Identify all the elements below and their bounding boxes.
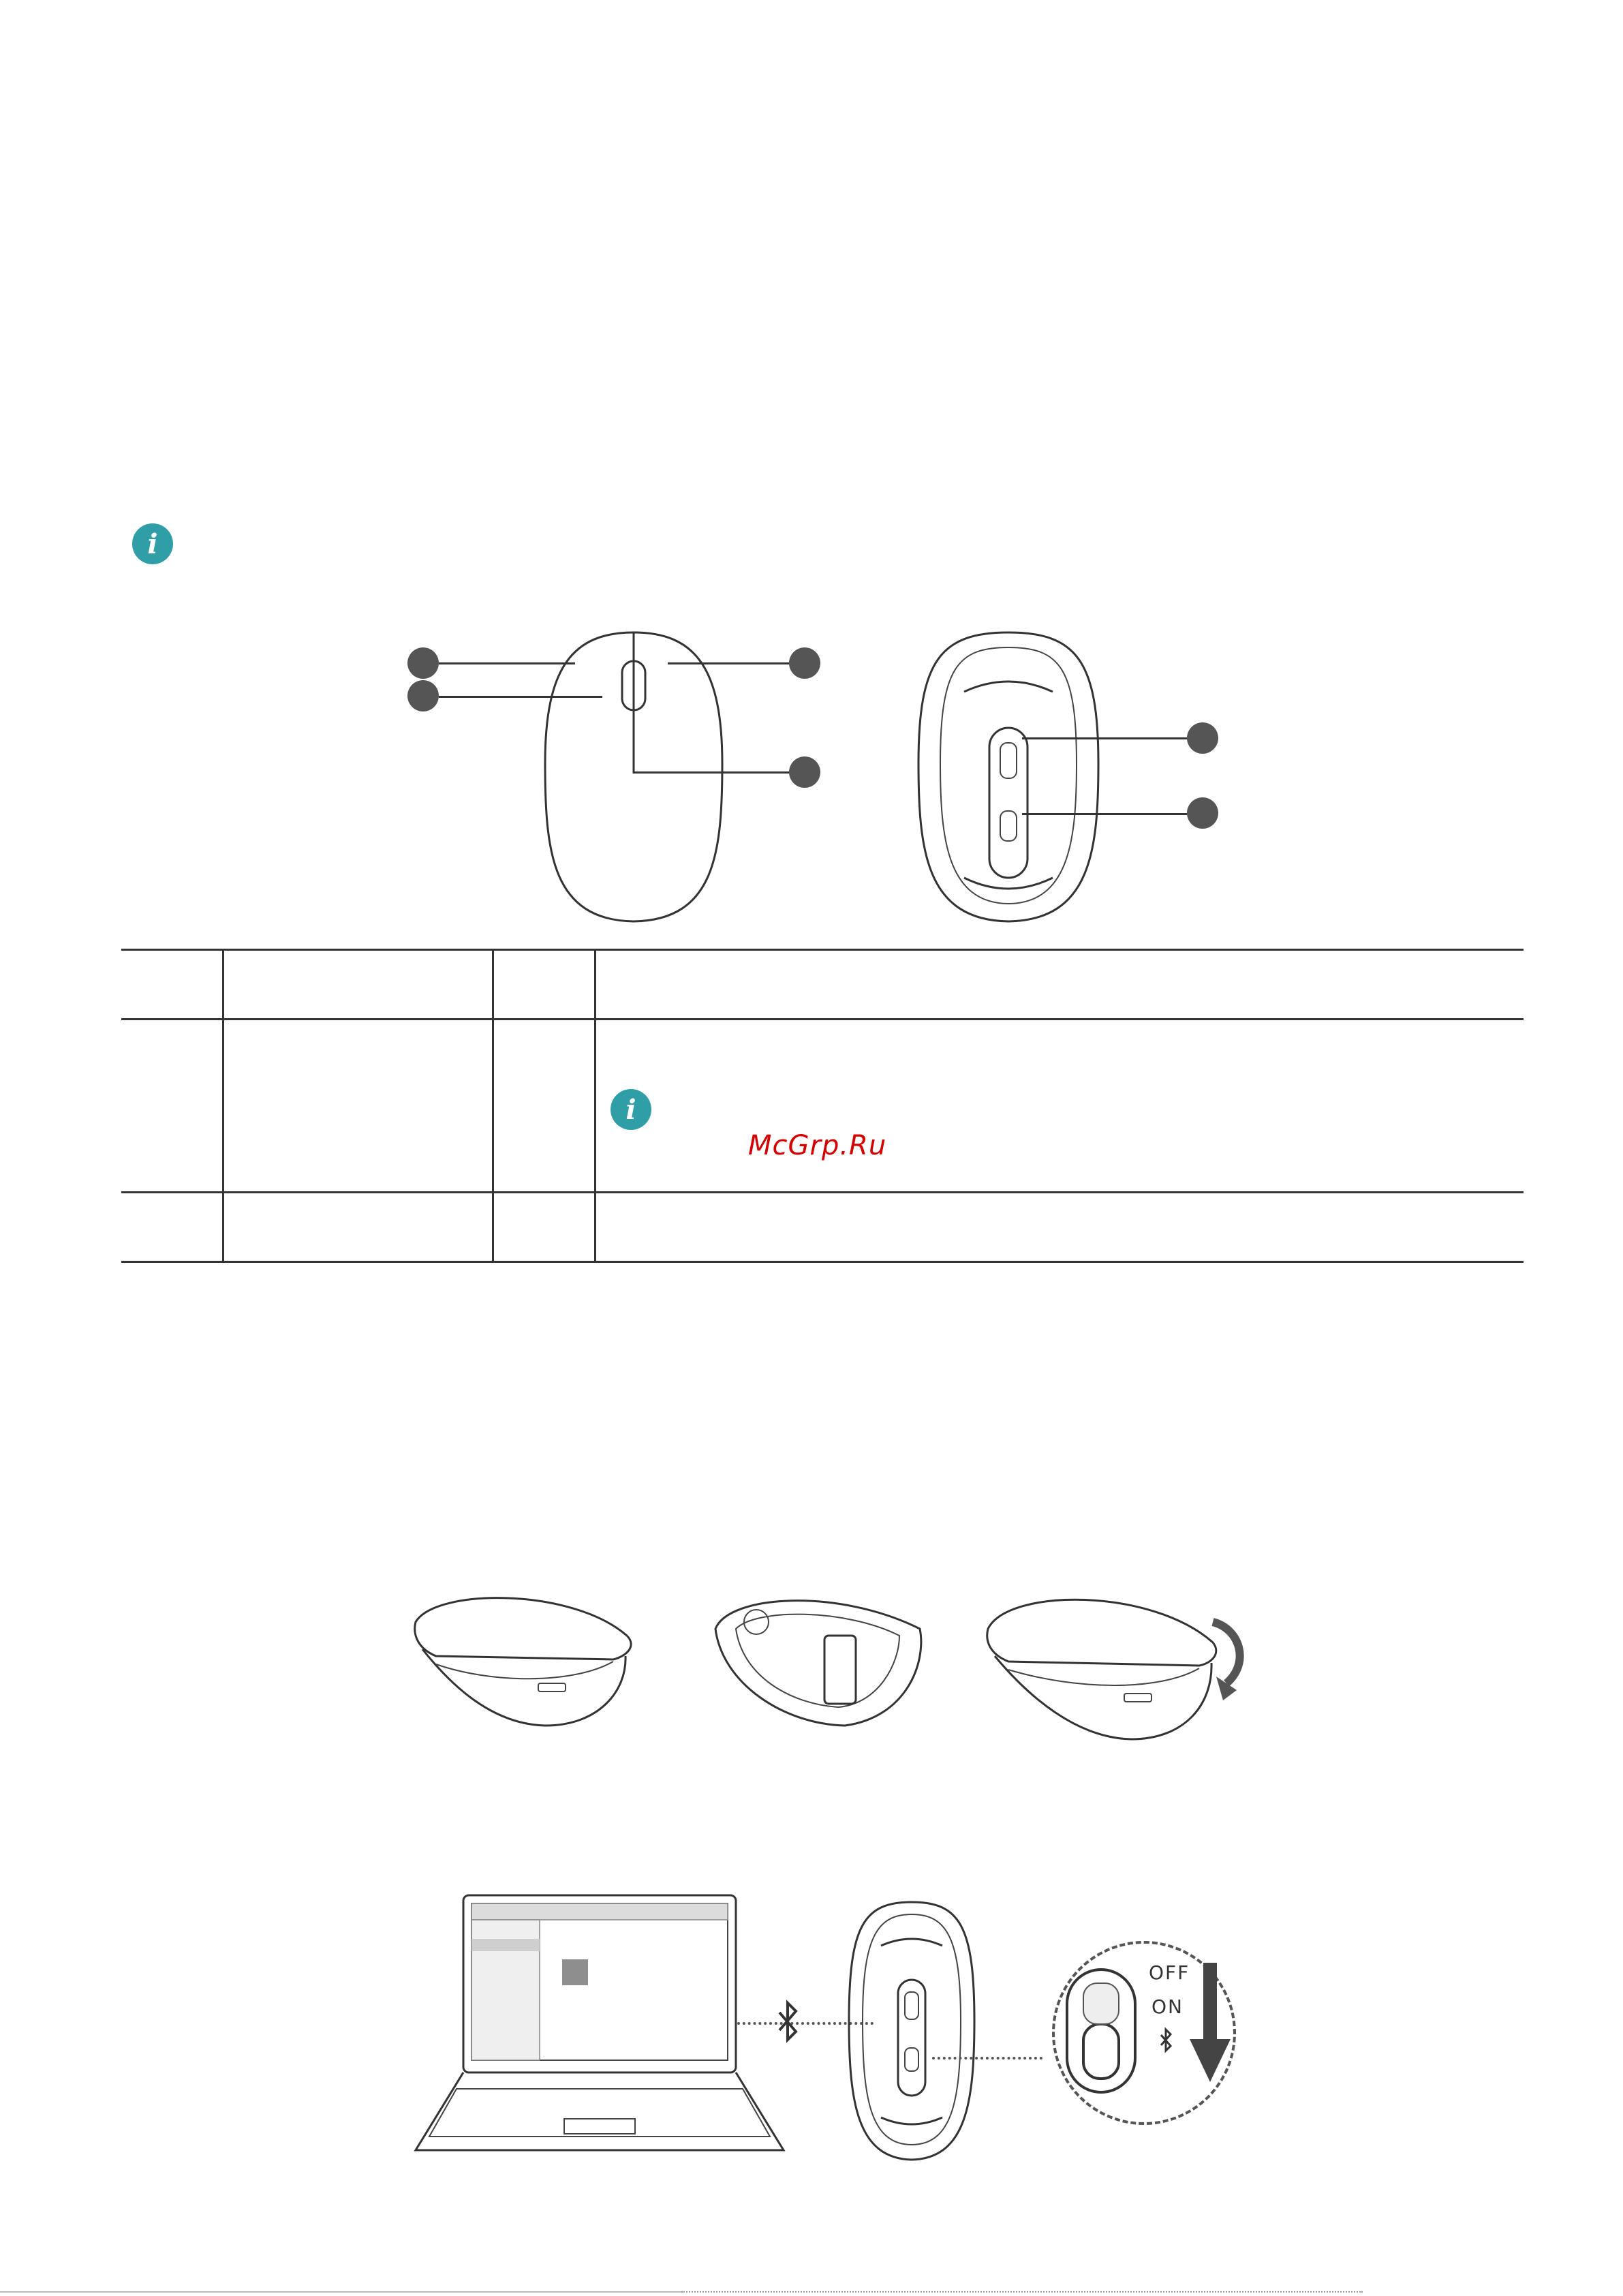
switch-label-on: ON xyxy=(1151,1995,1184,2018)
info-icon: i xyxy=(132,523,173,564)
info-icon: i xyxy=(610,1089,651,1130)
switch-label-off: OFF xyxy=(1149,1961,1190,1984)
watermark: McGrp.Ru xyxy=(748,1130,887,1161)
mouse-top-view-illustration xyxy=(531,627,736,927)
mouse-battery-compartment xyxy=(702,1581,933,1731)
callout-2 xyxy=(407,680,439,711)
callout-1 xyxy=(407,647,439,679)
mouse-bottom-view-illustration xyxy=(906,627,1111,927)
table-rule-top xyxy=(121,949,1524,951)
callout-4 xyxy=(789,756,820,788)
table-rule-bottom xyxy=(121,1261,1524,1263)
callout-6 xyxy=(1187,797,1218,829)
laptop-illustration xyxy=(409,1891,790,2164)
arrow-down-icon xyxy=(1190,1963,1231,2085)
mouse-bottom-view-pairing xyxy=(844,1898,980,2164)
callout-5 xyxy=(1187,722,1218,754)
bluetooth-icon xyxy=(1158,2027,1175,2055)
mouse-side-view-2 xyxy=(981,1581,1254,1745)
bluetooth-icon xyxy=(775,2000,803,2048)
table-rule-row2 xyxy=(121,1191,1524,1193)
callout-3 xyxy=(789,647,820,679)
table-rule-row1 xyxy=(121,1018,1524,1020)
mouse-side-view-1 xyxy=(409,1581,640,1731)
